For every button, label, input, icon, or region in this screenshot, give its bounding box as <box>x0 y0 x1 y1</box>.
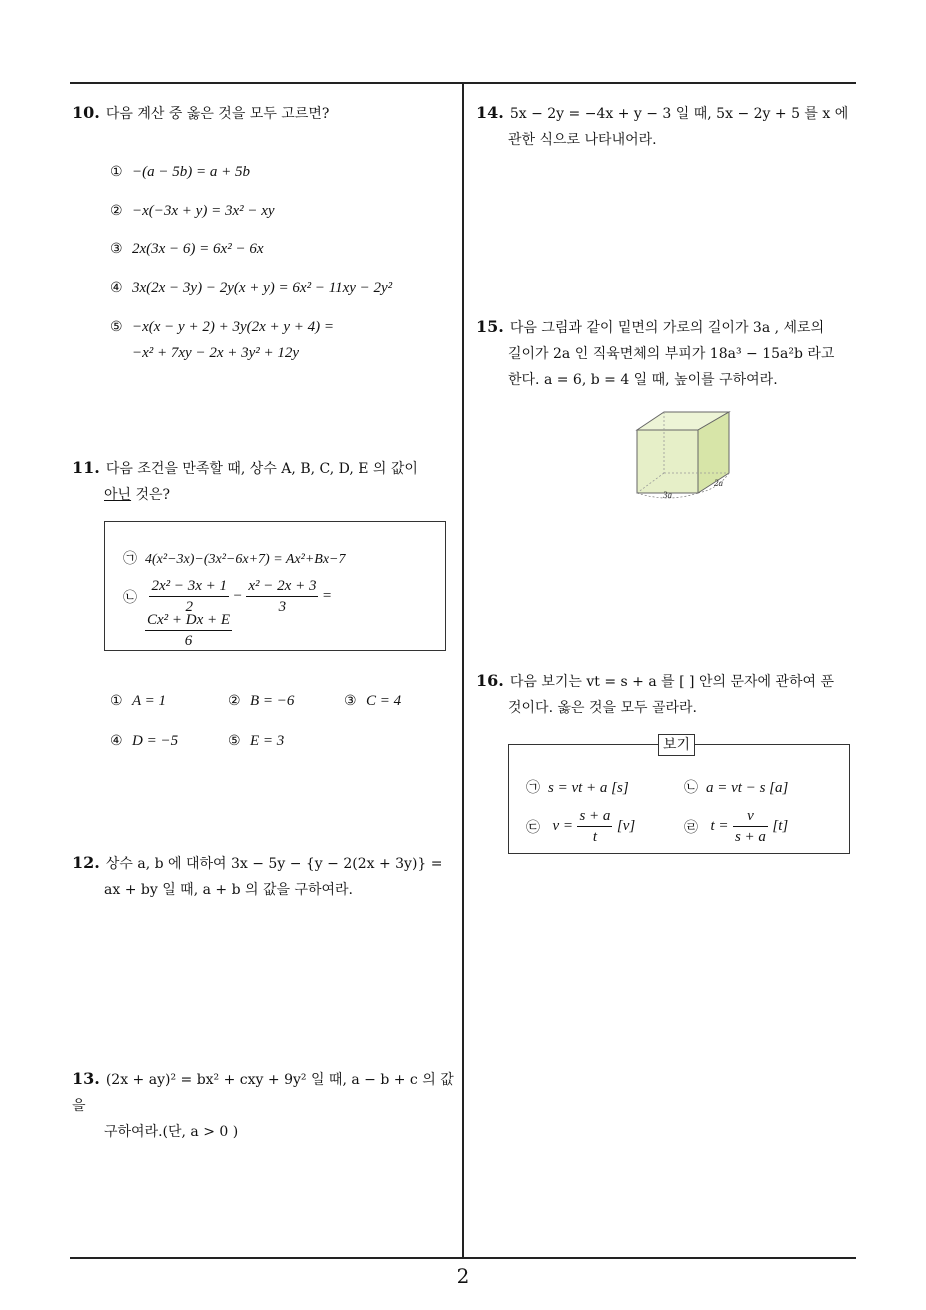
column-divider <box>462 83 464 1258</box>
width-label: 3a <box>663 490 672 500</box>
example-box-title: 보기 <box>658 734 695 756</box>
question-13: 13. (2x + ay)² = bx² + cxy + 9y² 일 때, a − b + c 의 값을 구하여라.(단, a > 0 ) <box>72 1069 454 1140</box>
question-14: 14. 5x − 2y = −4x + y − 3 일 때, 5x − 2y + 5 를 x 에 관한 식으로 나타내어라. <box>476 103 849 148</box>
fraction-1: $\frac{\text{2x² − 3x + 1}}{2}$ <box>151 578 228 615</box>
q16-item-4[interactable]: ㉣ t = $\frac{v}{s + a}$ [t] <box>684 808 789 845</box>
question-12: 12. 상수 a, b 에 대하여 3x − 5y − {y − 2(2x + 3y)} = ax + by 일 때, a + b 의 값을 구하여라. <box>72 853 443 898</box>
depth-label: 2a <box>714 478 723 488</box>
question-16: 16. 다음 보기는 vt = s + a 를 [ ] 안의 문자에 관하여 푼 것이다. 옳은 것을 모두 골라라. <box>476 671 835 716</box>
question-number: 10. <box>72 103 100 122</box>
q11-condition-box: ㉠ 4(x²−3x)−(3x²−6x+7) = Ax²+Bx−7 ㉡ $\frac{\text{2x² − 3x + 1}}{2}$ − $\frac{\text{x² − 2x + 3}}{3}$ = $\frac{\text{Cx² + Dx + E}}{6}$ <box>104 521 446 651</box>
q16-item-1[interactable]: ㉠ s = vt + a [s] <box>526 780 629 796</box>
fraction: $\frac{v}{s + a}$ <box>734 808 766 845</box>
page-number: 2 <box>456 1264 470 1288</box>
q10-option-2[interactable]: ② −x(−3x + y) = 3x² − xy <box>110 203 275 219</box>
question-10 <box>72 100 452 127</box>
q16-item-3[interactable]: ㉢ v = $\frac{s + a}{t}$ [v] <box>526 808 636 845</box>
q10-option-3[interactable]: ③ 2x(3x − 6) = 6x² − 6x <box>110 241 264 257</box>
question-15: 15. 다음 그림과 같이 밑면의 가로의 길이가 3a , 세로의 길이가 2a 인 직육면체의 부피가 18a³ − 15a²b 라고 한다. a = 6, b = 4 일 때, 높이를 구하여라. <box>476 317 835 388</box>
q11-option-3[interactable]: ③ C = 4 <box>344 693 402 709</box>
fraction-3: $\frac{\text{Cx² + Dx + E}}{6}$ <box>147 612 231 649</box>
fraction: $\frac{s + a}{t}$ <box>579 808 611 845</box>
q11-option-5[interactable]: ⑤ E = 3 <box>228 733 285 749</box>
fraction-2: $\frac{\text{x² − 2x + 3}}{3}$ <box>248 578 317 615</box>
q11-option-1[interactable]: ① A = 1 <box>110 693 167 709</box>
bottom-rule <box>70 1257 856 1259</box>
q11-option-2[interactable]: ② B = −6 <box>228 693 295 709</box>
q10-option-5[interactable]: ⑤ −x(x − y + 2) + 3y(2x + y + 4) = <box>110 319 335 335</box>
question-text: 다음 계산 중 옳은 것을 모두 고르면? <box>105 106 330 122</box>
cuboid-figure <box>630 405 740 505</box>
q10-option-1[interactable]: ① −(a − 5b) = a + 5b <box>110 164 250 180</box>
question-11: 11. 다음 조건을 만족할 때, 상수 A, B, C, D, E 의 값이 아닌 것은? <box>72 458 418 503</box>
q16-item-2[interactable]: ㉡ a = vt − s [a] <box>684 780 789 796</box>
q11-option-4[interactable]: ④ D = −5 <box>110 733 179 749</box>
q10-option-5-cont: −x² + 7xy − 2x + 3y² + 12y <box>132 345 300 361</box>
q10-option-4[interactable]: ④ 3x(2x − 3y) − 2y(x + y) = 6x² − 11xy − 2y² <box>110 280 393 296</box>
